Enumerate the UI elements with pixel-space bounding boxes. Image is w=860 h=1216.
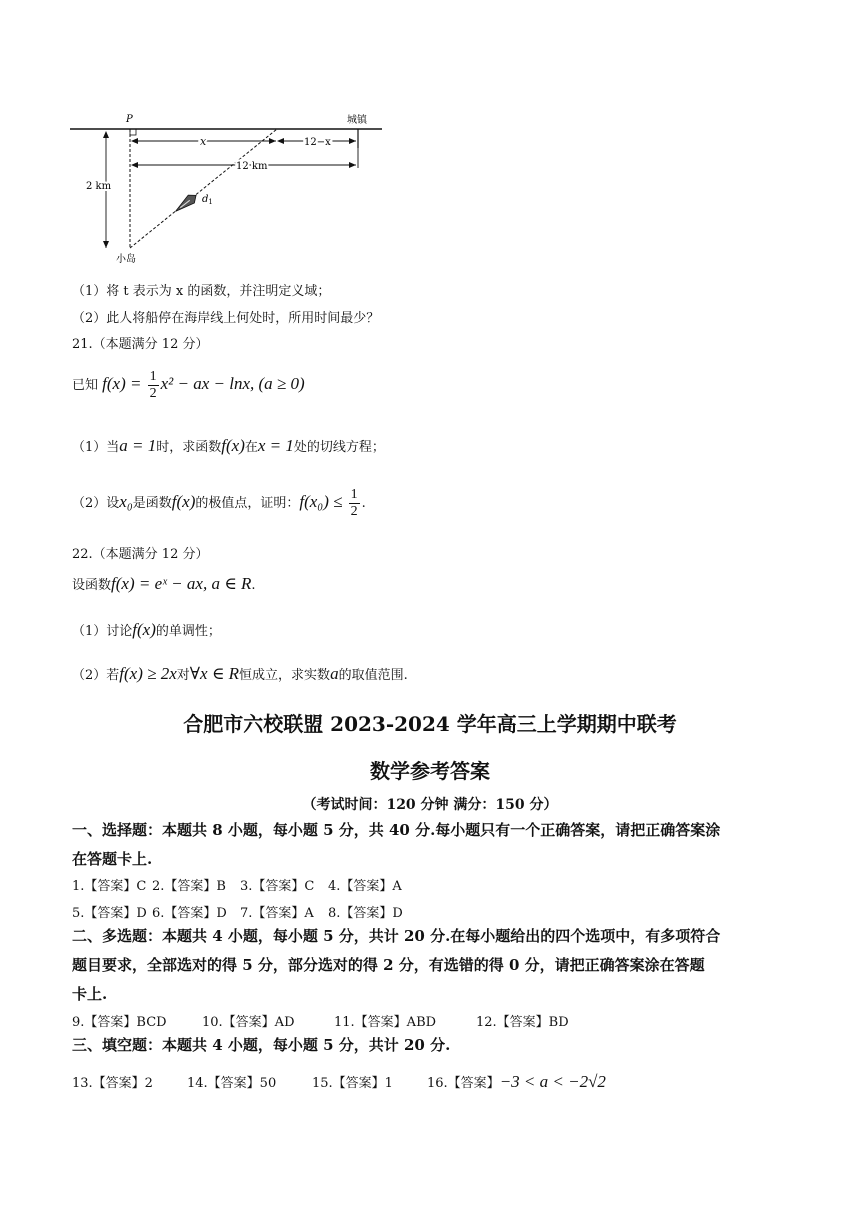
answer-6: 6.【答案】D bbox=[152, 906, 227, 921]
q22-header: 22.（本题满分 12 分） bbox=[72, 547, 209, 562]
answer-12: 12.【答案】BD bbox=[476, 1015, 569, 1030]
answers-row3 bbox=[72, 1011, 569, 1030]
q21-given: 已知 f(x) = $\frac{1}{2}$ x² − ax − lnx, (a ≥ 0) bbox=[72, 369, 305, 401]
answer-subtitle: 数学参考答案 bbox=[370, 759, 490, 783]
q22-part1: （1）讨论f(x)的单调性； bbox=[72, 620, 221, 639]
q20-part1: （1）将 t 表示为 x 的函数，并注明定义域； bbox=[72, 284, 331, 299]
section1-heading: 一、选择题：本题共 8 小题，每小题 5 分，共 40 分.每小题只有一个正确答案，请把正确答案涂 在答题卡上. bbox=[72, 821, 721, 868]
answer-16-label: 16.【答案】 bbox=[427, 1076, 500, 1091]
answers-row1 bbox=[72, 875, 402, 894]
label-12-minus-x: 12−x bbox=[304, 137, 331, 148]
answers-row4 bbox=[72, 1072, 606, 1092]
answer-11: 11.【答案】ABD bbox=[334, 1015, 437, 1030]
q20-part2: （2）此人将船停在海岸线上何处时，所用时间最少？ bbox=[72, 311, 380, 326]
label-x: x bbox=[200, 135, 207, 148]
answer-2: 2.【答案】B bbox=[152, 879, 226, 894]
label-island: 小岛 bbox=[116, 254, 136, 264]
geometry-diagram bbox=[60, 108, 390, 264]
answer-15: 15.【答案】1 bbox=[312, 1076, 393, 1091]
answer-5: 5.【答案】D bbox=[72, 906, 147, 921]
label-d: $d_1$ bbox=[202, 194, 213, 206]
answer-4: 4.【答案】A bbox=[328, 879, 402, 894]
label-p: P bbox=[126, 114, 133, 125]
q21-part1: （1）当a = 1时，求函数f(x)在x = 1处的切线方程； bbox=[72, 436, 385, 455]
answer-10: 10.【答案】AD bbox=[202, 1015, 295, 1030]
answers-row2 bbox=[72, 902, 403, 921]
q21-f-def-left: f(x) = bbox=[102, 374, 142, 393]
q21-half: $\frac{1}{2}$ bbox=[149, 369, 157, 401]
q21-part2: （2）设x₀是函数f(x)的极值点，证明：f(x₀) ≤ $\frac{1}{2}$ . bbox=[72, 487, 366, 519]
answer-9: 9.【答案】BCD bbox=[72, 1015, 167, 1030]
q22-given: 设函数f(x) = eˣ − ax, a ∈ R. bbox=[72, 574, 256, 593]
q21-f-def-right: x² − ax − lnx, (a ≥ 0) bbox=[160, 374, 305, 393]
answer-13: 13.【答案】2 bbox=[72, 1076, 153, 1091]
label-town: 城镇 bbox=[347, 115, 367, 126]
answer-8: 8.【答案】D bbox=[328, 906, 403, 921]
q21-header: 21.（本题满分 12 分） bbox=[72, 337, 209, 352]
exam-info: （考试时间：120 分钟 满分：150 分） bbox=[302, 797, 558, 813]
q21-p2-half: $\frac{1}{2}$ bbox=[350, 487, 358, 519]
section3-heading: 三、填空题：本题共 4 小题，每小题 5 分，共计 20 分. bbox=[72, 1036, 451, 1054]
right-angle-mark bbox=[130, 129, 136, 135]
label-12km: 12 km bbox=[236, 161, 268, 172]
section2-heading: 二、多选题：本题共 4 小题，每小题 5 分，共计 20 分.在每小题给出的四个选项中，有多项符合 题目要求，全部选对的得 5 分，部分选对的得 2 分，有选错的得 0 分，请把正确答案涂在答题 卡上. bbox=[72, 927, 721, 1003]
answer-3: 3.【答案】C bbox=[240, 879, 315, 894]
answer-14: 14.【答案】50 bbox=[187, 1076, 277, 1091]
answer-title: 合肥市六校联盟 2023-2024 学年高三上学期期中联考 bbox=[183, 712, 677, 736]
label-2km: 2 km bbox=[86, 181, 112, 192]
q22-part2: （2）若f(x) ≥ 2x对∀x ∈ R恒成立，求实数a的取值范围. bbox=[72, 664, 408, 683]
answer-7: 7.【答案】A bbox=[240, 906, 314, 921]
boat-icon bbox=[172, 191, 199, 215]
answer-1: 1.【答案】C bbox=[72, 879, 147, 894]
answer-16-math: −3 < a < −2√2 bbox=[499, 1072, 606, 1091]
